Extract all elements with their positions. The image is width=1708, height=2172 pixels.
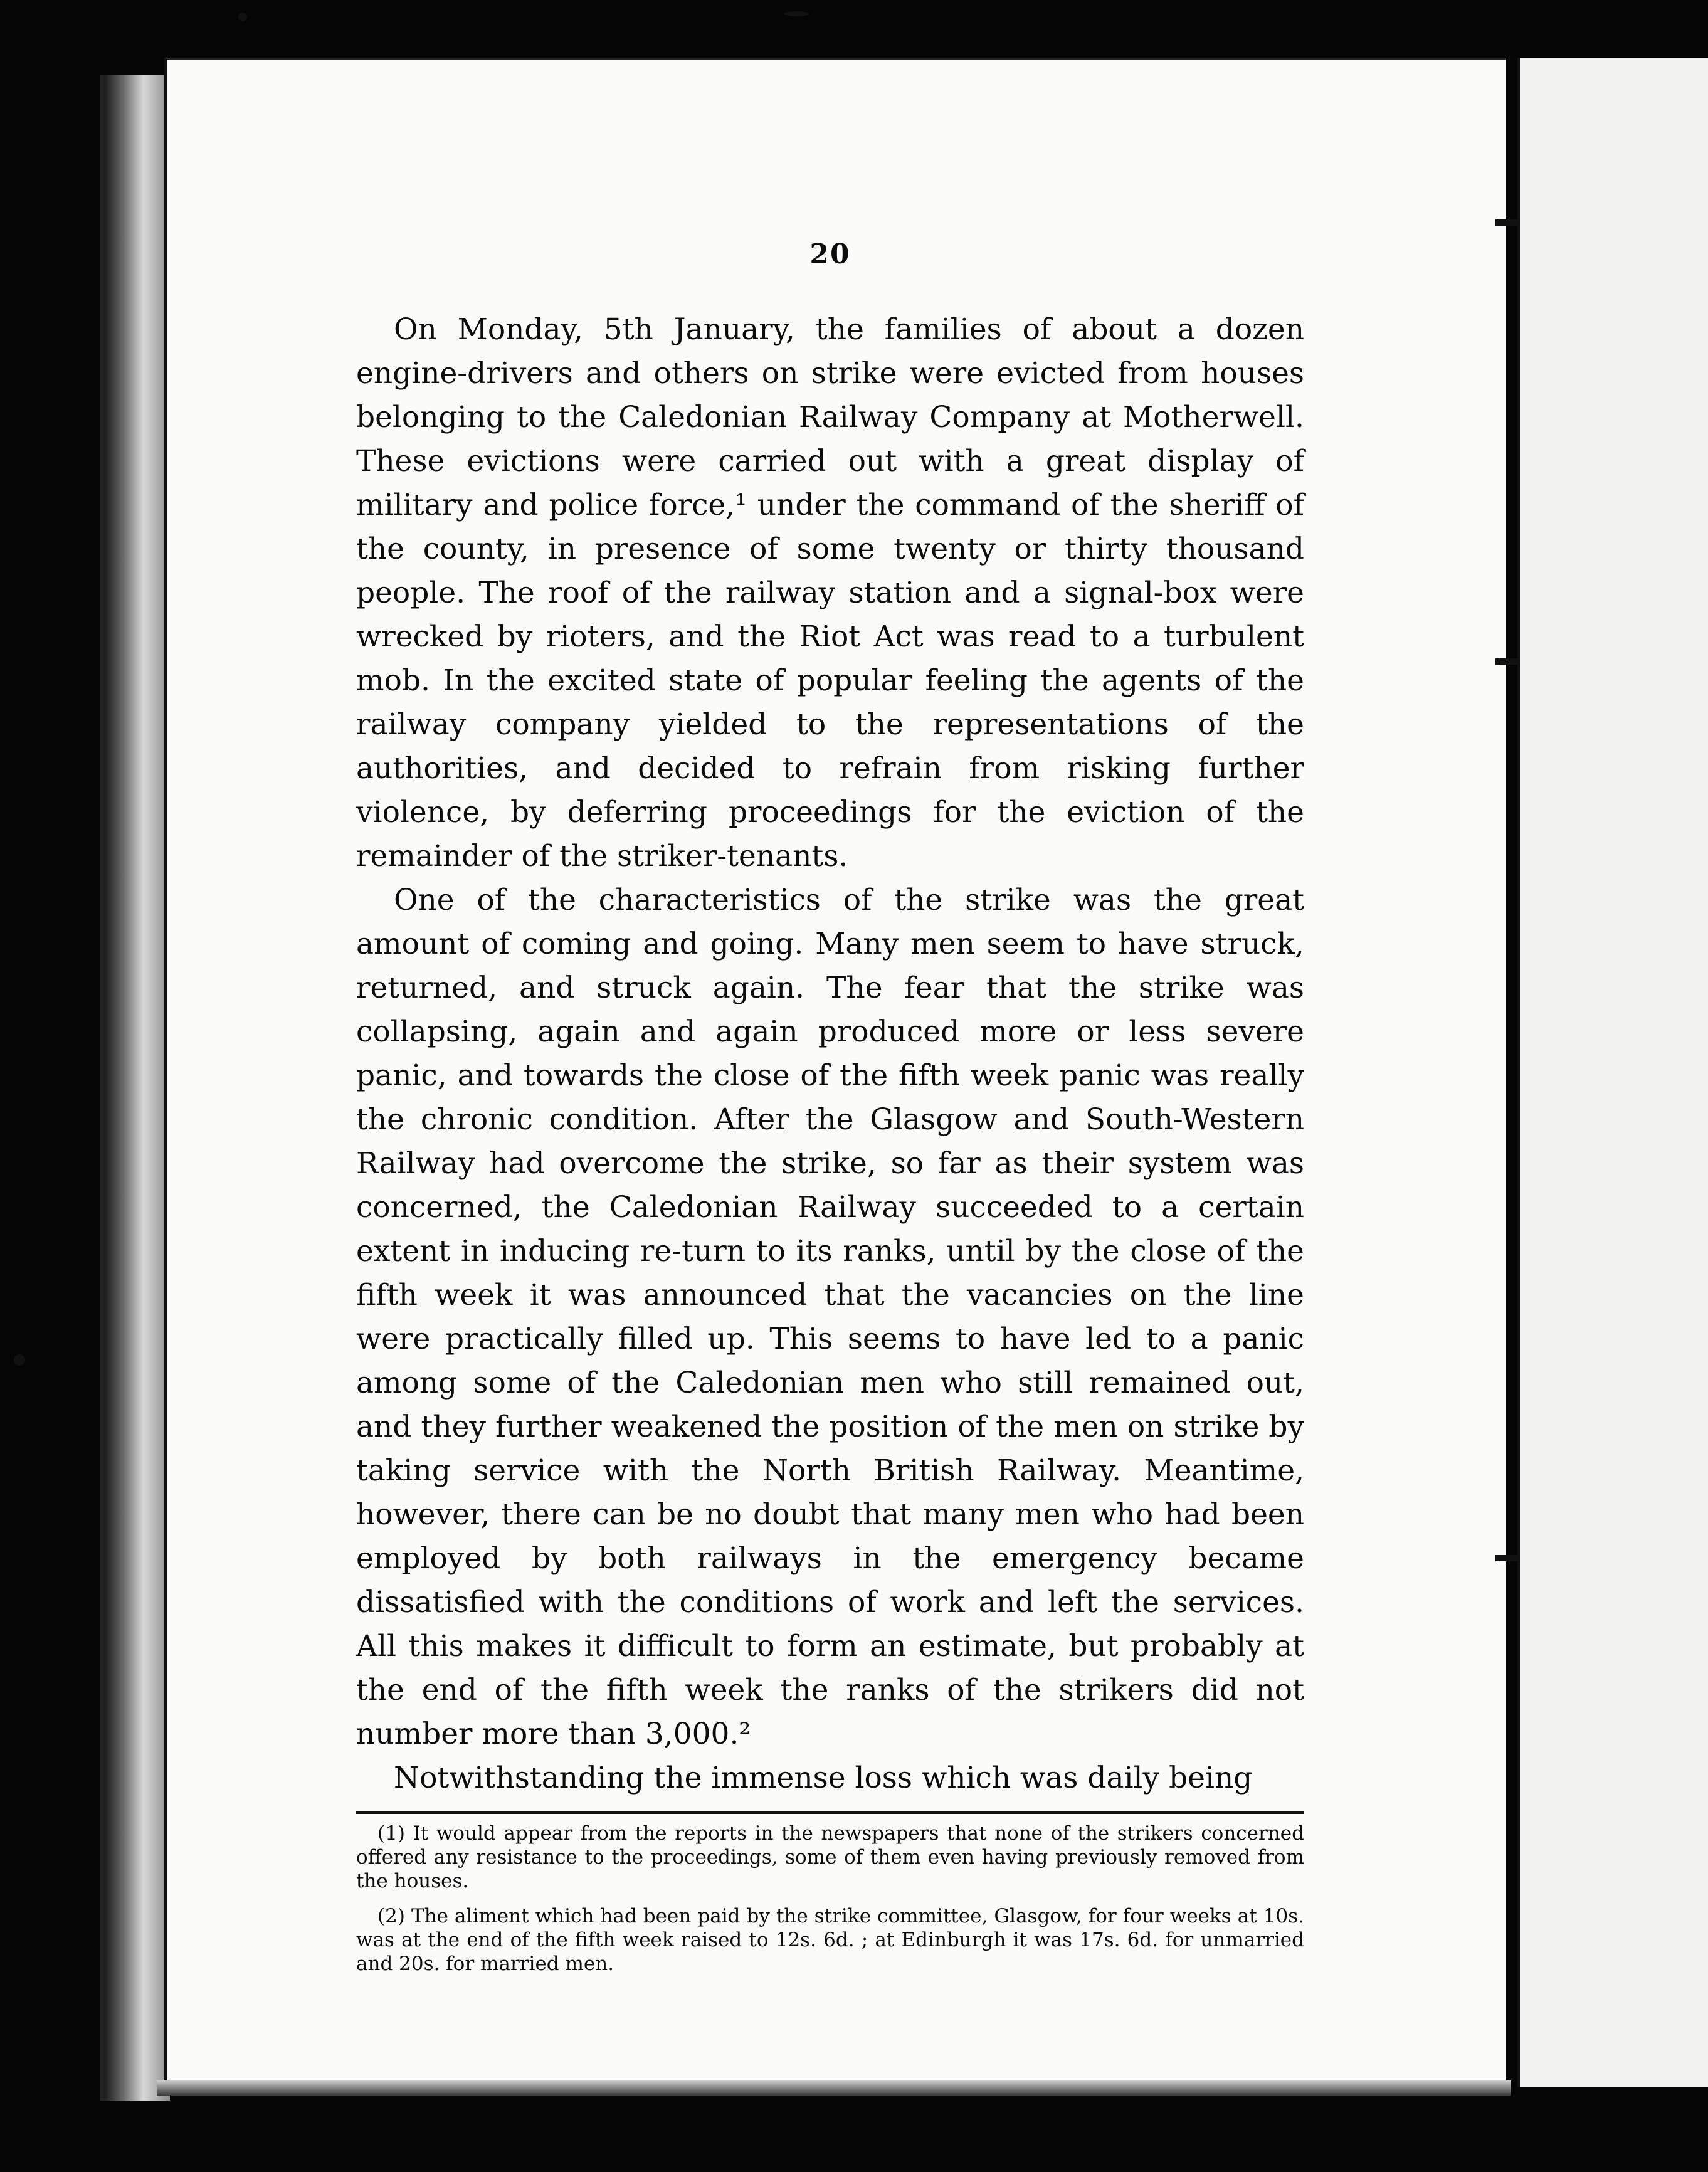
scan-speck: [14, 1354, 25, 1366]
scan-speck: [784, 11, 809, 16]
page-number: 20: [809, 238, 851, 270]
book-spine: [100, 75, 170, 2101]
page-text: [356, 238, 1304, 1976]
footnote-divider: [356, 1811, 1304, 1814]
paragraph: One of the characteristics of the strike was the great amount of coming and going. Many men seem to have struck, returned, and struck again. The fear that the strike was collapsing, again and again produced more or less severe panic, and towards the close of the fifth week panic was really the chronic condition. After the Glasgow and South-Western Railway had overcome the strike, so far as their system was concerned, the Caledonian Railway succeeded to a certain extent in inducing re-turn to its ranks, until by the close of the fifth week it was announced that the vacancies on the line were practically filled up. This seems to have led to a panic among some of the Caledonian men who still remained out, and they further weakened the position of the men on strike by taking service with the North British Railway. Meantime, however, there can be no doubt that many men who had been employed by both railways in the emergency became dissatisfied with the conditions of work and left the services. All this makes it difficult to form an estimate, but probably at the end of the fifth week the ranks of the strikers did not number more than 3,000.²: [356, 883, 1304, 1751]
paragraph: Notwithstanding the immense loss which was daily being: [394, 1761, 1253, 1795]
binding-mark: [1495, 1555, 1518, 1561]
page-bottom-edge: [157, 2080, 1511, 2096]
scan-speck: [238, 13, 247, 21]
footnote: (1) It would appear from the reports in the newspapers that none of the strikers concerned offered any resistance to the proceedings, some of them even having previously removed from the houses.: [356, 1822, 1304, 1892]
footnote: (2) The aliment which had been paid by the strike committee, Glasgow, for four weeks at 10s. was at the end of the fifth week raised to 12s. 6d. ; at Edinburgh it was 17s. 6d. for unmarried and 20s. for married men.: [356, 1905, 1304, 1975]
binding-mark: [1495, 219, 1518, 226]
paragraph: On Monday, 5th January, the families of about a dozen engine-drivers and others on strike were evicted from houses belonging to the Caledonian Railway Company at Motherwell. These evictions were carried out with a great display of military and police force,¹ under the command of the sheriff of the county, in presence of some twenty or thirty thousand people. The roof of the railway station and a signal-box were wrecked by rioters, and the Riot Act was read to a turbulent mob. In the excited state of popular feeling the agents of the railway company yielded to the representations of the authorities, and decided to refrain from risking further violence, by deferring proceedings for the eviction of the remainder of the striker-tenants.: [356, 312, 1304, 873]
binding-mark: [1495, 658, 1518, 665]
adjacent-page-edge: [1517, 58, 1708, 2087]
